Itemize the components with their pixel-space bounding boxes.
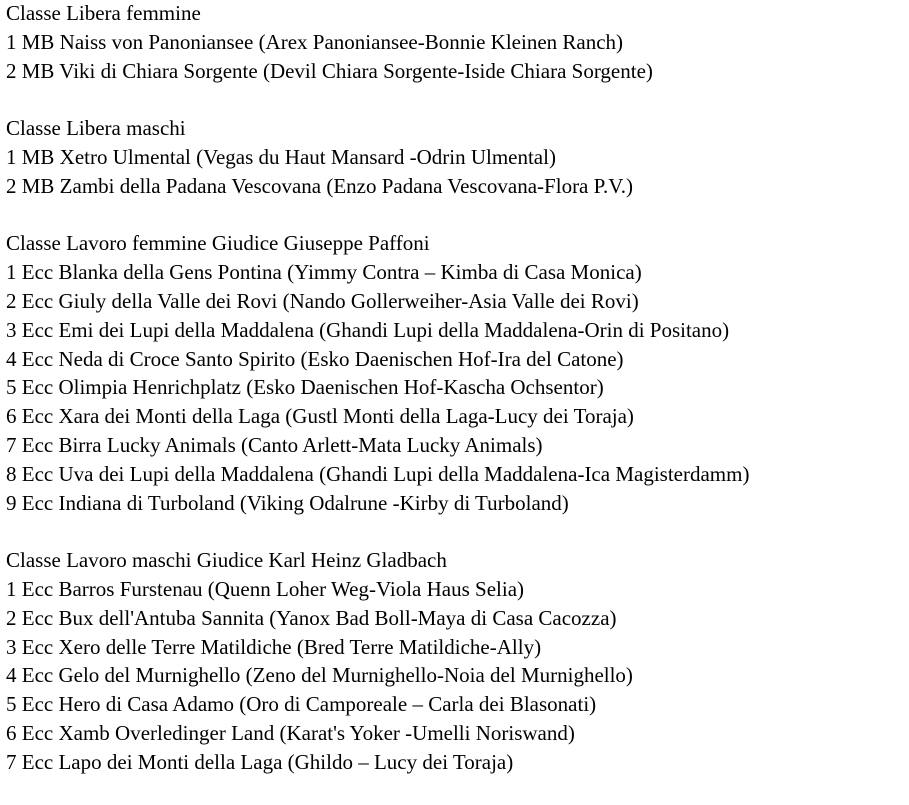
result-entry: 2 MB Zambi della Padana Vescovana (Enzo Padana Vescovana-Flora P.V.) xyxy=(6,173,633,198)
result-entry: 2 Ecc Bux dell'Antuba Sannita (Yanox Bad Boll-Maya di Casa Cacozza) xyxy=(6,605,617,630)
result-entry: 1 MB Naiss von Panoniansee (Arex Panoniansee-Bonnie Kleinen Ranch) xyxy=(6,29,624,54)
result-entry: 8 Ecc Uva dei Lupi della Maddalena (Ghandi Lupi della Maddalena-Ica Magisterdamm) xyxy=(6,461,750,486)
result-entry: 7 Ecc Birra Lucky Animals (Canto Arlett-Mata Lucky Animals) xyxy=(6,432,543,457)
section-heading: Classe Lavoro maschi Giudice Karl Heinz Gladbach xyxy=(6,548,447,573)
section-heading: Classe Libera femmine xyxy=(6,1,201,25)
result-entry: 6 Ecc Xamb Overledinger Land (Karat's Yoker -Umelli Noriswand) xyxy=(6,720,575,745)
section-libera-maschi xyxy=(6,114,906,200)
result-entry: 6 Ecc Xara dei Monti della Laga (Gustl Monti della Laga-Lucy dei Toraja) xyxy=(6,404,634,429)
result-entry: 3 Ecc Xero delle Terre Matildiche (Bred Terre Matildiche-Ally) xyxy=(6,634,542,659)
result-entry: 4 Ecc Gelo del Murnighello (Zeno del Murnighello-Noia del Murnighello) xyxy=(6,663,633,688)
result-entry: 2 Ecc Giuly della Valle dei Rovi (Nando Gollerweiher-Asia Valle dei Rovi) xyxy=(6,288,639,313)
result-entry: 9 Ecc Indiana di Turboland (Viking Odalrune -Kirby di Turboland) xyxy=(6,490,569,515)
result-entry: 1 Ecc Blanka della Gens Pontina (Yimmy Contra – Kimba di Casa Monica) xyxy=(6,260,642,285)
section-heading: Classe Libera maschi xyxy=(6,116,186,141)
section-lavoro-femmine xyxy=(6,229,906,517)
section-libera-femmine xyxy=(6,0,906,85)
result-entry: 5 Ecc Hero di Casa Adamo (Oro di Camporeale – Carla dei Blasonati) xyxy=(6,692,597,717)
result-entry: 2 MB Viki di Chiara Sorgente (Devil Chiara Sorgente-Iside Chiara Sorgente) xyxy=(6,58,653,83)
section-heading: Classe Lavoro femmine Giudice Giuseppe Paffoni xyxy=(6,231,430,256)
result-entry: 5 Ecc Olimpia Henrichplatz (Esko Daenischen Hof-Kascha Ochsentor) xyxy=(6,375,604,400)
results-document xyxy=(6,0,906,805)
section-lavoro-maschi xyxy=(6,546,906,776)
result-entry: 7 Ecc Lapo dei Monti della Laga (Ghildo – Lucy dei Toraja) xyxy=(6,749,514,774)
result-entry: 1 Ecc Barros Furstenau (Quenn Loher Weg-Viola Haus Selia) xyxy=(6,576,525,601)
result-entry: 3 Ecc Emi dei Lupi della Maddalena (Ghandi Lupi della Maddalena-Orin di Positano) xyxy=(6,317,730,342)
result-entry: 1 MB Xetro Ulmental (Vegas du Haut Mansard -Odrin Ulmental) xyxy=(6,144,556,169)
result-entry: 4 Ecc Neda di Croce Santo Spirito (Esko Daenischen Hof-Ira del Catone) xyxy=(6,346,624,371)
